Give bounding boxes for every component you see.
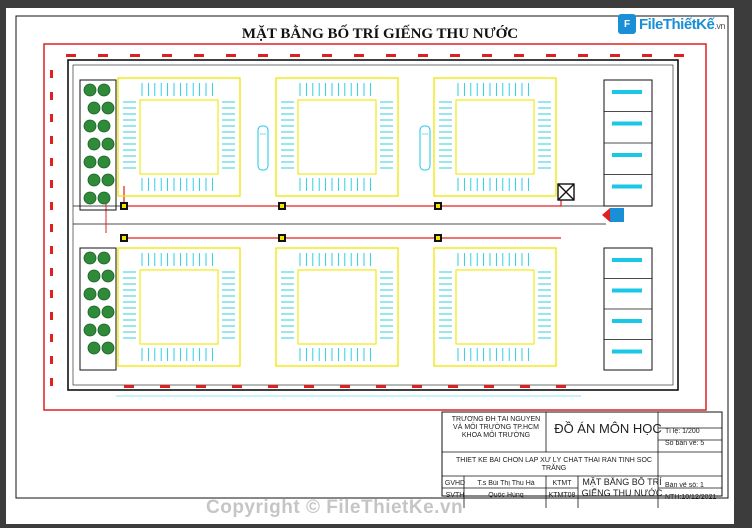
tree-icon [88,342,100,354]
boundary-marker [578,54,588,57]
boundary-marker [386,54,396,57]
collection-well [122,204,126,208]
boundary-marker [482,54,492,57]
logo-brand: FileThiếtKế [639,15,715,33]
tree-icon [102,270,114,282]
tree-icon [102,174,114,186]
tree-icon [84,156,96,168]
boundary-marker [484,385,494,388]
scale-label: Tỉ lệ: 1/200 [665,428,700,435]
tree-icon [98,192,110,204]
landfill-cell [434,78,556,196]
site-wall [68,60,678,390]
logo-domain: .vn [714,20,725,31]
tree-icon [84,192,96,204]
tree-icon [88,102,100,114]
tree-icon [88,270,100,282]
boundary-marker [340,385,350,388]
boundary-marker [50,356,53,364]
boundary-marker [450,54,460,57]
landfill-cell-bottom [140,100,218,174]
collection-well [280,236,284,240]
sheet-count-label: Số bản vẽ: 5 [665,440,705,447]
tree-icon [88,174,100,186]
boundary-marker [50,378,53,386]
boundary-marker [258,54,268,57]
tree-icon [98,324,110,336]
site-entrance [610,208,624,222]
tree-icon [84,84,96,96]
boundary-marker [50,312,53,320]
landfill-cell-bottom [456,270,534,344]
logo-text [639,16,725,33]
landfill-cell-bottom [298,100,376,174]
school-line-2: VÀ MÔI TRƯỜNG TP.HCM [453,424,539,431]
tree-icon [84,252,96,264]
boundary-marker [412,385,422,388]
boundary-marker [162,54,172,57]
code-label: KTMT08 [548,492,576,499]
boundary-marker [232,385,242,388]
entrance-arrow [602,208,610,222]
boundary-marker [268,385,278,388]
building-equipment [612,258,642,262]
building-equipment [612,185,642,189]
tree-icon [98,288,110,300]
storage-tank [258,126,268,170]
boundary-marker [514,54,524,57]
building-equipment [612,90,642,94]
boundary-marker [50,180,53,188]
boundary-marker [304,385,314,388]
watermark: Copyright © FileThietKe.vn [206,497,464,518]
boundary-marker [546,54,556,57]
svth-name: Quốc Hùng [488,492,524,499]
tree-icon [84,120,96,132]
school-line-3: KHOA MÔI TRƯỜNG [461,432,531,439]
tree-icon [102,306,114,318]
building-equipment [612,350,642,354]
landfill-cell [118,248,240,366]
gvhd-name: T.s Bùi Thị Thu Hà [477,480,535,487]
boundary-marker [50,334,53,342]
boundary-marker [50,246,53,254]
building-equipment [612,122,642,126]
boundary-marker [196,385,206,388]
boundary-marker [50,70,53,78]
tree-icon [98,252,110,264]
tree-icon [102,102,114,114]
boundary-marker [124,385,134,388]
landfill-cell [276,248,398,366]
building-equipment [612,289,642,293]
boundary-marker [354,54,364,57]
project-type: ĐỒ ÁN MÔN HỌC [554,421,662,436]
tree-icon [98,84,110,96]
boundary-marker [520,385,530,388]
drawing-title: MẶT BẰNG BỐ TRÍ GIẾNG THU NƯỚC [241,26,519,42]
boundary-marker [50,136,53,144]
project-title-line-2: TRĂNG [541,465,567,472]
boundary-marker [50,268,53,276]
drawing-sheet [6,8,734,524]
role-svth: SVTH [445,492,465,499]
tree-icon [98,156,110,168]
tree-icon [84,324,96,336]
boundary-marker [226,54,236,57]
boundary-marker [50,202,53,210]
boundary-marker [556,385,566,388]
collection-well [280,204,284,208]
tree-icon [102,342,114,354]
building-equipment [612,153,642,157]
landfill-cell [276,78,398,196]
boundary-marker [98,54,108,57]
landfill-cell [118,78,240,196]
building-equipment [612,319,642,323]
landfill-cell [434,248,556,366]
tree-icon [84,288,96,300]
collection-well [122,236,126,240]
sheet-title-line-2: GIẾNG THU NƯỚC [581,488,663,498]
logo-file-icon: F [618,14,636,34]
boundary-marker [50,224,53,232]
red-boundary [44,44,706,410]
tree-icon [98,120,110,132]
boundary-marker [160,385,170,388]
logo [618,14,725,34]
tree-icon [88,138,100,150]
ktmt-label: KTMT [552,480,572,487]
boundary-marker [50,158,53,166]
boundary-marker [674,54,684,57]
sheet-number: Bản vẽ số: 1 [665,482,704,489]
landfill-cell-bottom [140,270,218,344]
boundary-marker [610,54,620,57]
school-line-1: TRƯỜNG ĐH TÀI NGUYÊN [451,416,541,423]
collection-well [436,236,440,240]
boundary-marker [50,92,53,100]
boundary-marker [130,54,140,57]
boundary-marker [448,385,458,388]
tree-icon [88,306,100,318]
collection-well [436,204,440,208]
boundary-marker [194,54,204,57]
date-label: NTH:10/12/2021 [665,494,717,501]
site-wall-inner [73,65,673,385]
school-name [444,416,548,440]
sheet-title-line-1: MẶT BẰNG BỐ TRÍ [582,477,662,487]
boundary-marker [66,54,76,57]
boundary-marker [290,54,300,57]
site-plan [6,8,734,524]
landfill-cell-bottom [456,100,534,174]
project-title-line-1: THIẾT KẾ BÃI CHÔN LẤP XỬ LÝ CHẤT THẢI RẮN TỈNH SÓC [456,457,652,464]
project-title [444,457,664,473]
boundary-marker [418,54,428,57]
landfill-cell-bottom [298,270,376,344]
sheet-title [579,477,665,499]
boundary-marker [642,54,652,57]
storage-tank [420,126,430,170]
boundary-marker [50,114,53,122]
tree-icon [102,138,114,150]
boundary-marker [322,54,332,57]
boundary-marker [50,290,53,298]
role-gvhd: GVHD [444,480,466,487]
boundary-marker [376,385,386,388]
